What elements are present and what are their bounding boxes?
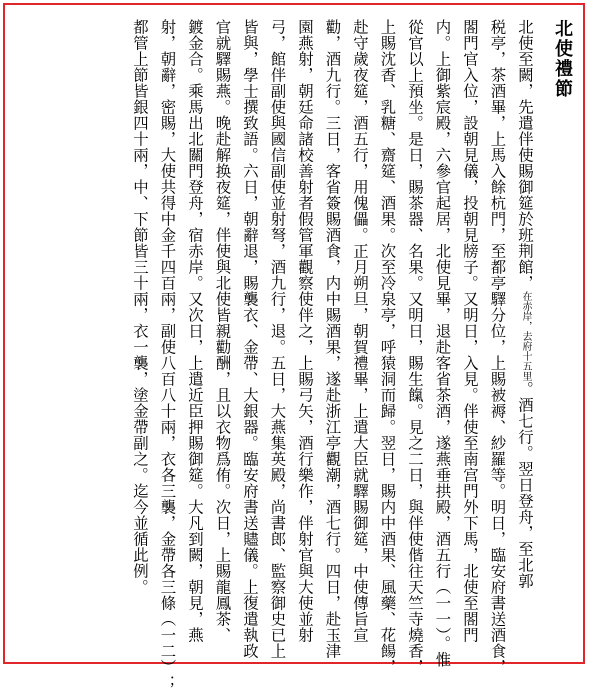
text-line: 從官以上預坐。是日，賜茶器、名果。又明日，賜生餼。見之二日，與伴使偕往天竺寺燒香， — [406, 19, 424, 675]
text-line: 弓，館伴副使與國信副使並射弩，酒九行，退。五日，大燕集英殿，尚書郎、監察御史已上 — [268, 19, 287, 659]
text-line: 鍍金合。乘馬出北關門登舟，宿赤岸。又次日，上遣近臣押賜御筵。大凡到闕，朝見，燕 — [186, 19, 204, 643]
text-line: 閤門官入位，設朝見儀，投朝見牓子。又明日，入見。伴使至南宫門外下馬，北使至閤門 — [461, 19, 479, 643]
text-line: 税亭，茶酒畢，上馬入餘杭門，至都亭驛分位，上賜被褥、紗羅等。明日，臨安府書送酒食， — [488, 19, 507, 675]
document-body — [23, 19, 573, 691]
text-line: 射，朝辭，密賜，大使共得中金千四百兩，副使八百八十兩，衣各三襲，金帶各三條（一二）； — [158, 19, 177, 691]
inline-note: 在赤岸，去府十五里 — [520, 291, 531, 381]
text-line: 赴守歲夜筵，酒五行，用傀儡。正月朔旦，朝賀禮畢，上遣大臣就驛賜御筵，中使傳旨宣 — [351, 19, 369, 643]
page-title: 北使禮節 — [552, 19, 573, 99]
page-frame — [3, 3, 585, 691]
text-line: 官就驛賜燕。晚赴解换夜筵，伴使與北使皆親勸酬，且以衣物爲侑。次日，上賜龍鳳茶、 — [213, 19, 232, 643]
text-line: 勸，酒九行。三日，客省簽賜酒食，内中賜酒果，遂赴浙江亭觀潮，酒七行。四日，赴玉津 — [323, 19, 342, 659]
text-line: 都管上節皆銀四十兩，中、下節皆三十兩，衣一襲，塗金帶副之。迄今並循此例。 — [131, 19, 149, 595]
text-line: 内。上御紫宸殿，六參官起居，北使見畢，退赴客省茶酒，遂燕垂拱殿，酒五行（一一）。惟 — [433, 19, 452, 668]
text-line: 園燕射，朝廷命諸校善射者假管軍觀察使伴之，上賜弓矢，酒行樂作，伴射官與大使並射 — [296, 19, 314, 643]
text-line: 上賜沈香、乳糖、齋筵、酒果。次至冷泉亭，呼猿洞而歸。翌日，賜内中酒果、風藥、花餳， — [378, 19, 397, 675]
text-line: 北使至闕，先遣伴使賜御筵於班荆館，在赤岸，去府十五里。酒七行。翌日登舟，至北郭 — [516, 19, 534, 589]
text-line: 皆與，學士撰致語。六日，朝辭退，賜襲衣、金帶、大銀器。臨安府書送贐儀。上復遣執政 — [241, 19, 259, 659]
